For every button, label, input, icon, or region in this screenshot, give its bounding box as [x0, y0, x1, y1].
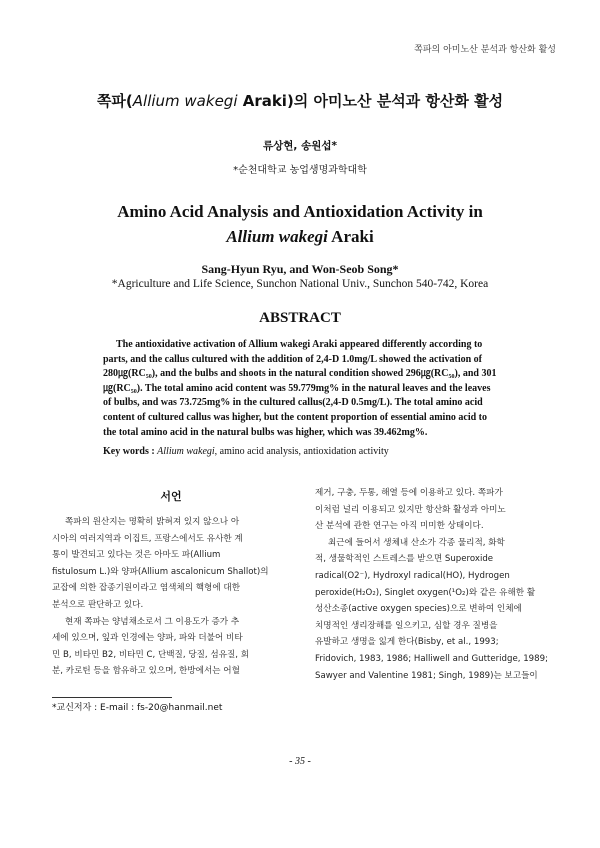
- right-column: [315, 485, 549, 684]
- abstract-line: parts, and the callus cultured with the addition of 2,4-D 1.0mg/L showed the activation of: [103, 353, 483, 365]
- body-line: fistulosum L.)와 양파(Allium ascalonicum Shallot)의: [52, 566, 269, 577]
- korean-title: [0, 90, 600, 111]
- body-line: 성산소종(active oxygen species)으로 변하여 인체에: [315, 604, 522, 615]
- abstract-line: of bulbs, and was 73.725mg% in the cultured callus(2,4-D 0.5mg/L). The total amino acid: [103, 397, 483, 409]
- body-line: Fridovich, 1983, 1986; Halliwell and Gutteridge, 1989;: [315, 653, 548, 664]
- body-line: 이처럼 널리 이용되고 있지만 항산화 활성과 아미노: [315, 504, 506, 515]
- abstract-line: ㎍(RC₅₀). The total amino acid content was 59.779mg% in the natural leaves and the leaves: [103, 382, 491, 394]
- english-authors: Sang-Hyun Ryu, and Won-Seob Song*: [201, 262, 399, 276]
- footnote: *교신저자 : E-mail : fs-20@hanmail.net: [52, 703, 223, 713]
- body-line: 민 B, 비타민 B2, 비타민 C, 단백질, 당질, 섬유질, 회: [52, 649, 250, 660]
- body-line: 현재 쪽파는 양념채소로서 그 이용도가 증가 추: [65, 616, 240, 627]
- body-line: 산 분석에 관한 연구는 아직 미미한 상태이다.: [315, 521, 484, 532]
- abstract-heading: ABSTRACT: [259, 310, 341, 326]
- keywords-label: Key words :: [103, 446, 158, 457]
- body-line: 치명적인 생리장해를 일으키고, 심할 경우 질병을: [315, 620, 498, 631]
- korean-title-prefix: 쪽파(: [96, 92, 133, 110]
- keywords-species: Allium wakegi: [157, 446, 215, 457]
- english-affiliation: *Agriculture and Life Science, Sunchon National Univ., Sunchon 540-742, Korea: [111, 278, 489, 290]
- english-title-line1: Amino Acid Analysis and Antioxidation Activity in: [117, 202, 483, 221]
- body-line: 적, 생물학적인 스트레스를 받으면 Superoxide: [315, 554, 494, 565]
- body-line: 쪽파의 원산지는 명확히 밝혀져 있지 않으나 아: [65, 517, 240, 527]
- body-line: 최근에 들어서 생체내 산소가 각종 물리적, 화학: [328, 537, 505, 548]
- keywords-rest: , amino acid analysis, antioxidation activity: [214, 446, 389, 457]
- abstract-line: the total amino acid in the natural bulbs was higher, which was 39.462mg%.: [103, 426, 428, 438]
- body-line: 시아의 여러지역과 이집트, 프랑스에서도 유사한 계: [52, 533, 243, 544]
- body-line: 분, 카로틴 등을 함유하고 있으며, 한방에서는 어혈: [52, 666, 240, 677]
- body-line: 통이 발견되고 있다는 것은 아마도 파(Allium: [52, 550, 221, 561]
- abstract-line: 280㎍(RC₅₀), and the bulbs and shoots in the natural condition showed 296㎍(RC₅₀), and 301: [103, 368, 497, 380]
- body-line: Sawyer and Valentine 1981; Singh, 1989)는 보고들이: [315, 670, 538, 681]
- korean-title-species: Allium wakegi: [132, 92, 238, 110]
- body-line: 제거, 구충, 두통, 해열 등에 이용하고 있다. 쪽파가: [315, 488, 503, 498]
- abstract-line: content of cultured callus was higher, but the content proportion of essential amino acid to: [103, 411, 487, 423]
- running-head: 쪽파의 아미노산 분석과 항산화 활성: [414, 45, 556, 55]
- korean-authors: 류상현, 송원섭*: [263, 140, 337, 152]
- page-number: - 35 -: [289, 756, 311, 767]
- body-line: radical(O2⁻), Hydroxyl radical(HO), Hydrogen: [315, 570, 510, 581]
- english-title-species: Allium wakegi: [226, 227, 328, 246]
- body-line: 분석으로 판단하고 있다.: [52, 599, 144, 610]
- keywords: [103, 446, 523, 457]
- body-line: 교잡에 의한 잡종기원이라고 염색체의 핵형에 대한: [52, 583, 240, 594]
- abstract-line: The antioxidative activation of Allium wakegi Araki appeared differently according to: [116, 339, 483, 350]
- body-line: 유발하고 생명을 잃게 한다(Bisby, et al., 1993;: [315, 637, 499, 648]
- korean-title-suffix: Araki)의 아미노산 분석과 항산화 활성: [237, 92, 504, 110]
- section-heading-introduction: 서언: [160, 490, 182, 503]
- abstract-body: [103, 338, 500, 440]
- body-line: peroxide(H₂O₂), Singlet oxygen(¹O₂)와 같은 유해한 활: [315, 587, 536, 598]
- left-column: [52, 514, 290, 680]
- english-title-line2: [0, 227, 600, 247]
- korean-affiliation: *순천대학교 농업생명과학대학: [233, 165, 367, 176]
- english-title-suffix: Araki: [327, 227, 374, 246]
- body-line: 세에 있으며, 잎과 인경에는 양파, 파와 더불어 비타: [52, 633, 243, 644]
- footnote-rule: [52, 697, 172, 698]
